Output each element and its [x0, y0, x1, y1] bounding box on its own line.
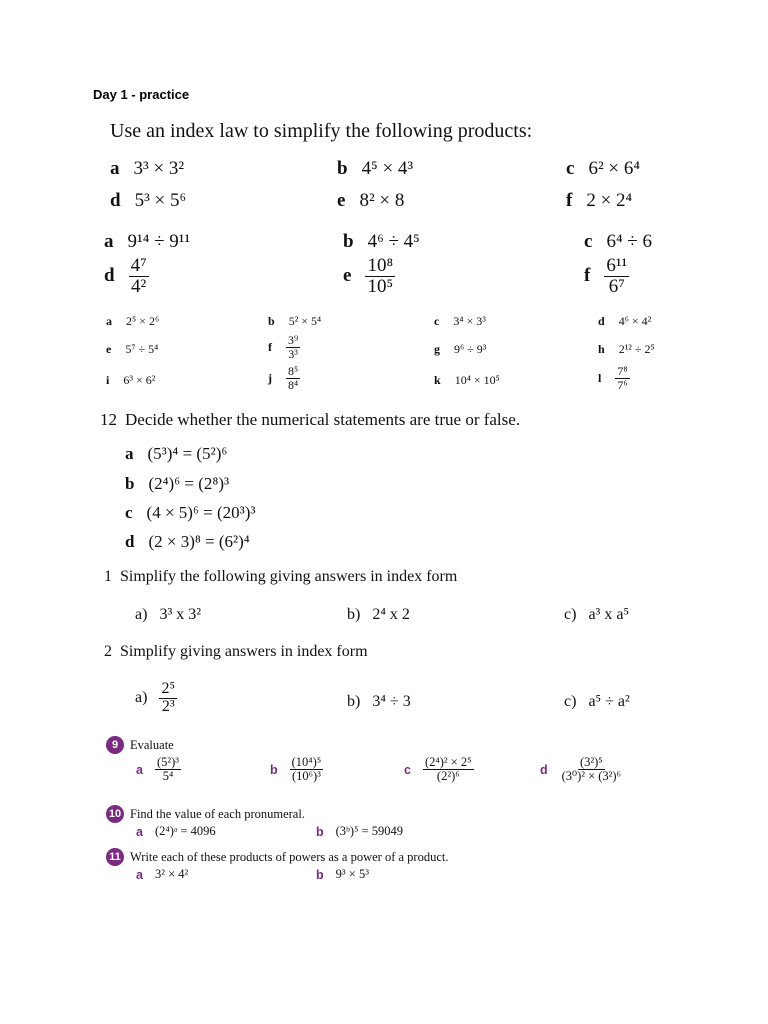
exercise-item: b 4⁶ ÷ 4⁵ [343, 231, 420, 252]
exercise-item: a) 3³ x 3² [135, 606, 202, 623]
instruction-true-false: Decide whether the numerical statements are true or false. [125, 410, 521, 429]
exercise-item: d (2 × 3)⁸ = (6²)⁴ [125, 532, 250, 551]
exercise-item: e 8² × 8 [337, 190, 405, 211]
exercise-item: a 3³ × 3² [110, 158, 185, 179]
question-1-heading [104, 568, 457, 586]
exercise-item: f $\frac{\text{6¹¹}}{\text{6⁷}}$ [584, 255, 628, 297]
fraction: $\frac{\text{(3²)⁵}}{\text{(3⁰)² × (3²)⁶}}$ [561, 755, 621, 784]
exercise-item: c $\frac{\text{(2⁴)² × 2⁵}}{\text{(2²)⁶}}$ [404, 755, 472, 784]
exercise-item: a (2⁴)ᵃ = 4096 [136, 824, 216, 839]
exercise-item: a (5³)⁴ = (5²)⁶ [125, 444, 228, 463]
exercise-item: e 5⁷ ÷ 5⁴ [106, 342, 159, 356]
instruction-simplify: Simplify the following giving answers in index form [120, 568, 458, 585]
exercise-item: c 6² × 6⁴ [566, 158, 640, 179]
fraction: $\frac{\text{6¹¹}}{\text{6⁷}}$ [606, 255, 628, 297]
question-2-heading [104, 643, 368, 661]
exercise-item: g 9⁶ ÷ 9³ [434, 342, 487, 356]
question-12-heading [100, 410, 520, 430]
exercise-item: f 2 × 2⁴ [566, 190, 633, 211]
exercise-item: a 3² × 4² [136, 867, 189, 882]
exercise-item: e $\frac{\text{10⁸}}{\text{10⁵}}$ [343, 255, 394, 297]
exercise-item: c 6⁴ ÷ 6 [584, 231, 652, 252]
exercise-item: c 3⁴ × 3³ [434, 314, 486, 328]
fraction: $\frac{\text{2⁵}}{\text{2³}}$ [161, 680, 176, 715]
instruction-power-product: Write each of these products of powers as a power of a product. [130, 849, 449, 864]
question-11-heading [106, 848, 448, 866]
question-number-badge: 10 [106, 805, 124, 823]
exercise-item: c (4 × 5)⁶ = (20³)³ [125, 503, 256, 522]
exercise-item: l $\frac{\text{7⁸}}{\text{7⁶}}$ [598, 364, 628, 392]
question-number-badge: 11 [106, 848, 124, 866]
section-products [110, 120, 532, 143]
exercise-item: a 9¹⁴ ÷ 9¹¹ [104, 231, 191, 252]
exercise-item: a $\frac{\text{(5²)³}}{\text{5⁴}}$ [136, 755, 180, 784]
exercise-item: d $\frac{\text{4⁷}}{\text{4²}}$ [104, 255, 147, 297]
fraction: $\frac{\text{7⁸}}{\text{7⁶}}$ [617, 364, 628, 392]
exercise-item: d $\frac{\text{(3²)⁵}}{\text{(3⁰)² × (3²)⁶}}$ [540, 755, 621, 784]
exercise-item: i 6³ × 6² [106, 373, 156, 387]
exercise-item: b 4⁵ × 4³ [337, 158, 414, 179]
exercise-item: a) $\frac{\text{2⁵}}{\text{2³}}$ [135, 680, 176, 715]
fraction: $\frac{\text{8⁵}}{\text{8⁴}}$ [288, 364, 299, 392]
exercise-item: c) a³ x a⁵ [564, 606, 630, 623]
exercise-item: k 10⁴ × 10⁵ [434, 373, 500, 387]
fraction: $\frac{\text{3⁹}}{\text{3³}}$ [288, 333, 299, 361]
question-9-heading [106, 736, 174, 754]
exercise-item: f $\frac{\text{3⁹}}{\text{3³}}$ [268, 333, 299, 361]
instruction-pronumeral: Find the value of each pronumeral. [130, 806, 305, 821]
fraction: $\frac{\text{10⁸}}{\text{10⁵}}$ [367, 255, 394, 297]
exercise-item: b (2⁴)⁶ = (2⁸)³ [125, 474, 230, 493]
exercise-item: h 2¹² ÷ 2⁵ [598, 342, 655, 356]
fraction: $\frac{\text{(10⁴)⁵}}{\text{(10⁶)³}}$ [291, 755, 322, 784]
exercise-item: b 5² × 5⁴ [268, 314, 322, 328]
exercise-item: d 4⁶ × 4² [598, 314, 652, 328]
exercise-item: c) a⁵ ÷ a² [564, 693, 630, 710]
fraction: $\frac{\text{(5²)³}}{\text{5⁴}}$ [156, 755, 180, 784]
question-10-heading [106, 805, 305, 823]
fraction: $\frac{\text{4⁷}}{\text{4²}}$ [130, 255, 147, 297]
page-title: Day 1 - practice [93, 87, 190, 102]
question-number-badge: 9 [106, 736, 124, 754]
exercise-item: b $\frac{\text{(10⁴)⁵}}{\text{(10⁶)³}}$ [270, 755, 322, 784]
exercise-item: j $\frac{\text{8⁵}}{\text{8⁴}}$ [268, 364, 299, 392]
exercise-item: d 5³ × 5⁶ [110, 190, 187, 211]
instruction-products: Use an index law to simplify the following products: [110, 120, 533, 142]
exercise-item: b) 3⁴ ÷ 3 [347, 693, 411, 710]
exercise-item: b) 2⁴ x 2 [347, 606, 410, 623]
instruction-simplify-index: Simplify giving answers in index form [120, 643, 368, 660]
question-number: 2 [104, 643, 112, 660]
fraction: $\frac{\text{(2⁴)² × 2⁵}}{\text{(2²)⁶}}$ [424, 755, 472, 784]
exercise-item: b (3ᵇ)⁵ = 59049 [316, 824, 403, 839]
instruction-evaluate: Evaluate [130, 737, 174, 752]
exercise-item: a 2⁵ × 2⁶ [106, 314, 160, 328]
question-number: 12 [100, 410, 117, 429]
question-number: 1 [104, 568, 112, 585]
exercise-item: b 9³ × 5³ [316, 867, 369, 882]
